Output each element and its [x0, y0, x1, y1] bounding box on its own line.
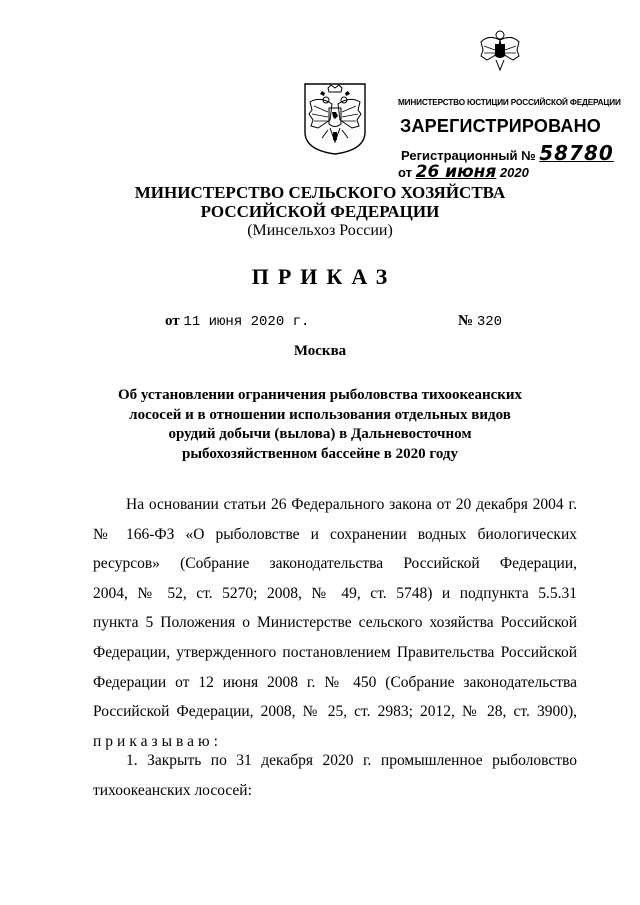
title-line: орудий добычи (вылова) в Дальневосточном	[168, 426, 472, 442]
order-number-value: 320	[476, 314, 503, 330]
body-line: 2004, № 52, ст. 5270; 2008, № 49, ст. 5748) и подпункта 5.5.31	[93, 584, 577, 602]
item-line: тихоокеанских лососей:	[93, 781, 252, 799]
stamp-ministry: МИНИСТЕРСТВО ЮСТИЦИИ РОССИЙСКОЙ ФЕДЕРАЦИИ	[398, 98, 621, 107]
order-number-prefix: №	[458, 313, 474, 329]
ministry-short-name: (Минсельхоз России)	[247, 222, 393, 239]
order-date-value: 11 июня 2020 г.	[183, 314, 310, 330]
body-line-order-word: приказываю:	[93, 732, 222, 750]
preamble-paragraph	[93, 490, 577, 756]
stamp-date-year: 2020	[499, 165, 529, 180]
item-line: 1. Закрыть по 31 декабря 2020 г. промышленное рыболовство	[126, 752, 577, 769]
title-line: Об установлении ограничения рыболовства тихоокеанских	[117, 387, 523, 403]
body-line: Федерации от 12 июня 2008 г. № 450 (Собрание законодательства	[93, 673, 577, 691]
order-number	[458, 313, 502, 330]
document-title	[110, 386, 530, 464]
stamp-reg-label: Регистрационный №	[401, 148, 536, 163]
order-date-prefix: от	[165, 313, 180, 329]
stamp-date-handwritten: 26 июня	[415, 162, 497, 182]
coat-of-arms-icon	[302, 80, 368, 156]
stamp-status: ЗАРЕГИСТРИРОВАНО	[400, 116, 601, 136]
ministry-name-line2: РОССИЙСКОЙ ФЕДЕРАЦИИ	[200, 202, 440, 221]
body-line: № 166-ФЗ «О рыболовстве и сохранении водных биологических	[93, 525, 577, 543]
body-line: ресурсов» (Собрание законодательства Российской Федерации,	[93, 555, 577, 573]
title-line: рыбохозяйственном бассейне в 2020 году	[182, 445, 458, 462]
registration-stamp	[398, 28, 621, 182]
body-line: пункта 5 Положения о Министерстве сельского хозяйства Российской	[93, 614, 577, 632]
body-line: На основании статьи 26 Федерального закона от 20 декабря 2004 г.	[126, 496, 577, 513]
stamp-date-prefix: от	[398, 165, 412, 180]
body-line: Федерации, утвержденного постановлением Правительства Российской	[93, 643, 577, 661]
title-line: лососей и в отношении использования отдельных видов	[129, 406, 511, 423]
stamp-date	[398, 162, 529, 182]
stamp-reg-number: 58780	[539, 141, 614, 165]
document-type: ПРИКАЗ	[251, 264, 397, 289]
stamp-coat-of-arms-icon	[478, 28, 522, 79]
item-1-paragraph	[93, 746, 577, 805]
body-line: Российской Федерации, 2008, № 25, ст. 2983; 2012, № 28, ст. 3900),	[93, 703, 577, 721]
city: Москва	[293, 343, 347, 359]
ministry-name-line1: МИНИСТЕРСТВО СЕЛЬСКОГО ХОЗЯЙСТВА	[134, 183, 506, 202]
order-date	[165, 313, 309, 330]
